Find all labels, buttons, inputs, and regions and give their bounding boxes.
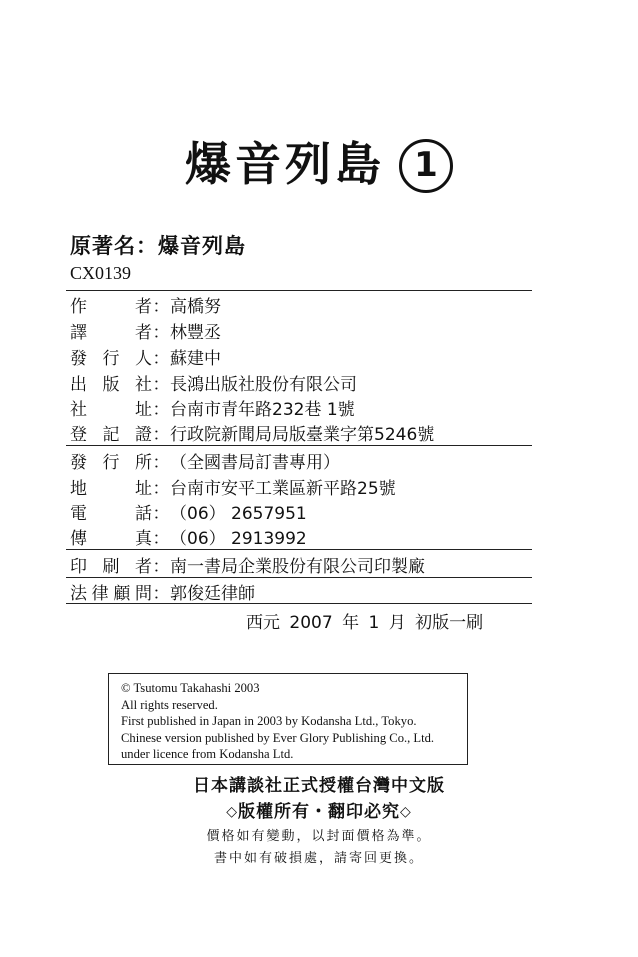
credit-label: 法律顧問 — [70, 584, 152, 604]
original-title — [70, 230, 246, 260]
original-title-value: 爆音列島 — [158, 234, 246, 258]
credit-value: 南一書局企業股份有限公司印製廠 — [170, 557, 425, 577]
credit-row-company-address — [70, 395, 355, 420]
damage-note: 書中如有破損處，請寄回更換。 — [213, 851, 424, 866]
credit-label: 作者 — [70, 297, 152, 317]
credit-sep: ： — [152, 323, 170, 343]
credit-sep: ： — [152, 529, 170, 549]
credit-value: 台南市安平工業區新平路25號 — [170, 479, 396, 499]
credit-row-distributor — [70, 448, 340, 473]
credit-value: 郭俊廷律師 — [170, 584, 255, 604]
credit-value: 長鴻出版社股份有限公司 — [170, 375, 357, 395]
credit-row-author — [70, 292, 221, 317]
credit-label: 發行人 — [70, 349, 152, 369]
credit-value: 行政院新聞局局版臺業字第5246號 — [170, 425, 435, 445]
credit-label: 社址 — [70, 400, 152, 420]
credit-label: 印刷者 — [70, 557, 152, 577]
credit-label: 登記證 — [70, 425, 152, 445]
credit-row-printer — [70, 552, 425, 577]
credit-value: （06） 2657951 — [170, 504, 307, 524]
credit-sep: ： — [152, 400, 170, 420]
divider-lower — [66, 549, 532, 550]
original-title-label: 原著名 — [70, 234, 136, 258]
credit-row-translator — [70, 318, 221, 343]
book-code: CX0139 — [70, 263, 132, 283]
credit-row-publisher — [70, 370, 357, 395]
credit-row-phone — [70, 499, 307, 524]
volume-number: 1 — [399, 139, 453, 193]
copyright-box — [108, 673, 468, 765]
divider-bottom — [66, 603, 532, 604]
credit-value: 林豐丞 — [170, 323, 221, 343]
credit-value: 蘇建中 — [170, 349, 221, 369]
credit-sep: ： — [152, 349, 170, 369]
credit-value: 台南市青年路232巷 1號 — [170, 400, 355, 420]
credit-value: 高橋努 — [170, 297, 221, 317]
license-statement: 日本講談社正式授權台灣中文版 — [193, 776, 445, 796]
credit-row-fax — [70, 524, 307, 549]
edition-date: 西元 2007 年 1 月 初版一刷 — [246, 613, 484, 633]
copyright-line: All rights reserved. — [121, 697, 218, 712]
credit-value: （全國書局訂書專用） — [170, 453, 340, 473]
rights-text: 版權所有・翻印必究 — [238, 802, 400, 822]
credit-row-legal-counsel — [70, 579, 255, 604]
credit-sep: ： — [152, 584, 170, 604]
copyright-line: First published in Japan in 2003 by Kodansha Ltd., Tokyo. — [121, 714, 417, 729]
credit-label: 譯者 — [70, 323, 152, 343]
credit-label: 出版社 — [70, 375, 152, 395]
copyright-line: Chinese version published by Ever Glory Publishing Co., Ltd. — [121, 730, 435, 745]
credit-row-address — [70, 474, 396, 499]
diamond-icon: ◇ — [226, 804, 238, 820]
price-note: 價格如有變動，以封面價格為準。 — [206, 829, 432, 844]
credit-row-registration — [70, 420, 434, 445]
credit-sep: ： — [152, 504, 170, 524]
credit-sep: ： — [152, 453, 170, 473]
credit-value: （06） 2913992 — [170, 529, 307, 549]
diamond-icon: ◇ — [400, 804, 412, 820]
divider-top — [66, 290, 532, 291]
book-title — [0, 128, 638, 194]
credit-label: 電話 — [70, 504, 152, 524]
copyright-line: © Tsutomu Takahashi 2003 — [121, 681, 260, 695]
rights-statement — [0, 797, 638, 822]
credit-sep: ： — [152, 479, 170, 499]
copyright-line: under licence from Kodansha Ltd. — [121, 747, 294, 762]
credit-sep: ： — [152, 297, 170, 317]
divider-middle — [66, 445, 532, 446]
credit-label: 傳真 — [70, 529, 152, 549]
original-title-sep: ： — [136, 234, 158, 258]
credit-sep: ： — [152, 557, 170, 577]
credit-label: 發行所 — [70, 453, 152, 473]
credit-row-publisher-person — [70, 344, 221, 369]
divider-legal — [66, 577, 532, 578]
credit-label: 地址 — [70, 479, 152, 499]
credit-sep: ： — [152, 375, 170, 395]
credit-sep: ： — [152, 425, 170, 445]
book-title-text: 爆音列島 — [185, 137, 385, 191]
